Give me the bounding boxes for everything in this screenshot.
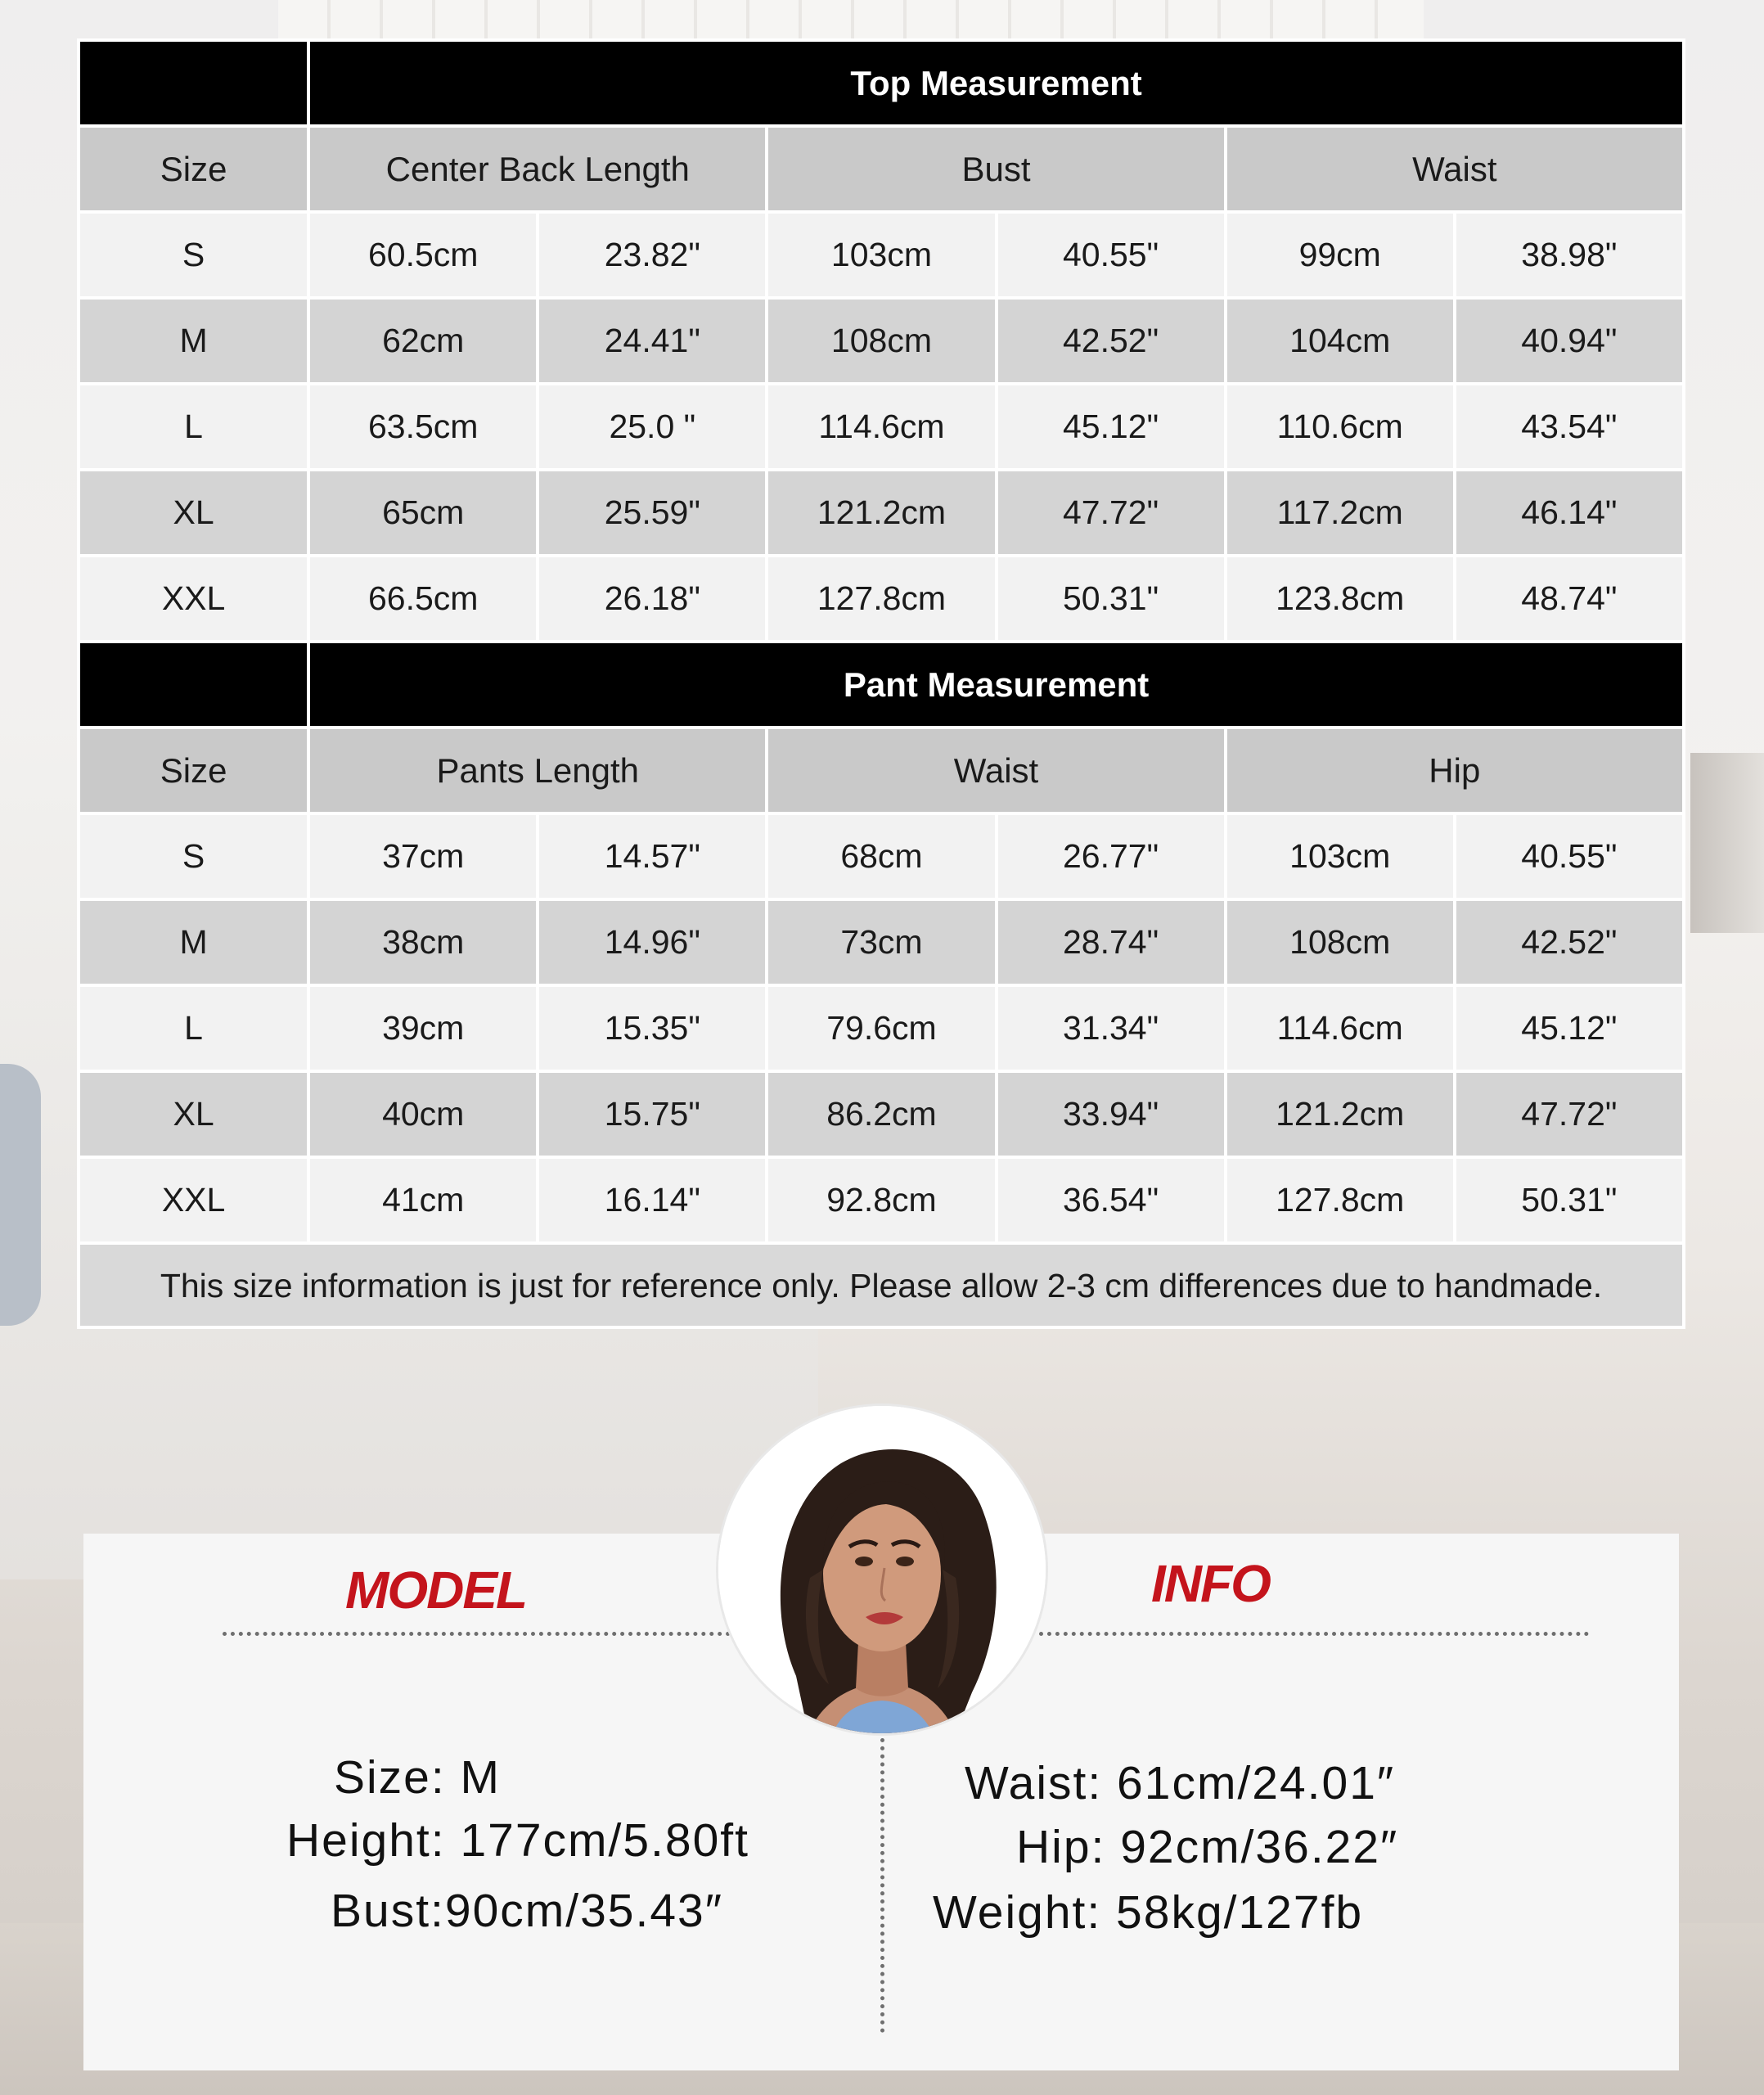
measurement-cell: 103cm [768,214,994,296]
top-size-row [80,471,1682,554]
measurement-cell: 40.94" [1456,300,1682,382]
size-label-cell: XL [80,471,307,554]
dotted-divider-left [223,1632,812,1636]
measurement-cell: 42.52" [998,300,1224,382]
pant-title-row [80,643,1682,726]
measurement-cell: 108cm [1227,901,1453,984]
measurement-cell: 66.5cm [310,557,536,640]
measurement-cell: 37cm [310,815,536,898]
measurement-cell: 127.8cm [768,557,994,640]
measurement-cell: 108cm [768,300,994,382]
header-size: Size [80,128,307,210]
size-label-cell: S [80,815,307,898]
measurement-cell: 50.31" [998,557,1224,640]
top-size-row [80,300,1682,382]
size-label-cell: L [80,385,307,468]
pant-size-row [80,1159,1682,1241]
size-label-cell: XL [80,1073,307,1156]
top-size-row [80,385,1682,468]
measurement-cell: 46.14" [1456,471,1682,554]
model-heading: MODEL [345,1561,527,1620]
model-hip: Hip: 92cm/36.22″ [1016,1821,1399,1873]
measurement-cell: 86.2cm [768,1073,994,1156]
measurement-cell: 40cm [310,1073,536,1156]
measurement-cell: 127.8cm [1227,1159,1453,1241]
pant-size-row [80,987,1682,1070]
size-label-cell: M [80,300,307,382]
model-height: Height: 177cm/5.80ft [286,1814,749,1867]
model-bust: Bust:90cm/35.43″ [331,1885,723,1937]
size-label-cell: S [80,214,307,296]
measurement-cell: 45.12" [1456,987,1682,1070]
top-header-row [80,128,1682,210]
measurement-cell: 41cm [310,1159,536,1241]
measurement-cell: 23.82" [539,214,765,296]
measurement-cell: 114.6cm [768,385,994,468]
measurement-cell: 26.77" [998,815,1224,898]
header-waist: Waist [768,729,1223,812]
title-blank-cell [80,643,307,726]
note-row [80,1245,1682,1326]
measurement-cell: 14.96" [539,901,765,984]
pant-measurement-section [80,643,1682,1241]
size-label-cell: L [80,987,307,1070]
header-waist: Waist [1227,128,1682,210]
model-weight: Weight: 58kg/127fb [933,1886,1364,1939]
measurement-cell: 104cm [1227,300,1453,382]
header-size: Size [80,729,307,812]
measurement-cell: 103cm [1227,815,1453,898]
measurement-cell: 43.54" [1456,385,1682,468]
measurement-cell: 47.72" [1456,1073,1682,1156]
header-hip: Hip [1227,729,1682,812]
measurement-cell: 40.55" [1456,815,1682,898]
title-blank-cell [80,42,307,124]
background-bookshelf [1690,753,1764,933]
measurement-cell: 99cm [1227,214,1453,296]
measurement-cell: 15.35" [539,987,765,1070]
measurement-cell: 36.54" [998,1159,1224,1241]
measurement-cell: 31.34" [998,987,1224,1070]
measurement-cell: 68cm [768,815,994,898]
top-title: Top Measurement [310,42,1682,124]
model-waist: Waist: 61cm/24.01″ [965,1757,1396,1809]
header-bust: Bust [768,128,1223,210]
measurement-cell: 26.18" [539,557,765,640]
measurement-cell: 65cm [310,471,536,554]
top-size-row [80,214,1682,296]
note-section [80,1245,1682,1326]
model-size: Size: M [334,1751,502,1804]
measurement-cell: 38.98" [1456,214,1682,296]
measurement-cell: 38cm [310,901,536,984]
model-portrait-illustration [718,1406,1046,1733]
pant-size-row [80,815,1682,898]
measurement-cell: 117.2cm [1227,471,1453,554]
measurement-cell: 16.14" [539,1159,765,1241]
measurement-cell: 121.2cm [1227,1073,1453,1156]
measurement-cell: 14.57" [539,815,765,898]
pant-size-row [80,901,1682,984]
measurement-cell: 60.5cm [310,214,536,296]
measurement-cell: 50.31" [1456,1159,1682,1241]
measurement-cell: 25.0 " [539,385,765,468]
measurement-cell: 62cm [310,300,536,382]
measurement-cell: 24.41" [539,300,765,382]
model-avatar [718,1406,1046,1733]
pant-size-row [80,1073,1682,1156]
measurement-cell: 92.8cm [768,1159,994,1241]
measurement-cell: 45.12" [998,385,1224,468]
measurement-cell: 121.2cm [768,471,994,554]
size-label-cell: M [80,901,307,984]
measurement-cell: 42.52" [1456,901,1682,984]
pant-header-row [80,729,1682,812]
size-chart-table [77,38,1685,1329]
measurement-cell: 15.75" [539,1073,765,1156]
measurement-cell: 79.6cm [768,987,994,1070]
measurement-cell: 110.6cm [1227,385,1453,468]
measurement-cell: 63.5cm [310,385,536,468]
info-heading: INFO [1151,1554,1270,1613]
measurement-cell: 39cm [310,987,536,1070]
measurement-cell: 73cm [768,901,994,984]
header-pants-length: Pants Length [310,729,765,812]
size-label-cell: XXL [80,1159,307,1241]
measurement-cell: 114.6cm [1227,987,1453,1070]
measurement-cell: 33.94" [998,1073,1224,1156]
disclaimer-note: This size information is just for reference only. Please allow 2-3 cm differences due to handmade. [80,1245,1682,1326]
top-size-row [80,557,1682,640]
top-measurement-section [80,42,1682,640]
measurement-cell: 47.72" [998,471,1224,554]
measurement-cell: 25.59" [539,471,765,554]
top-title-row [80,42,1682,124]
header-center-back-length: Center Back Length [310,128,765,210]
dotted-divider-vertical [880,1738,884,2033]
pant-title: Pant Measurement [310,643,1682,726]
measurement-cell: 48.74" [1456,557,1682,640]
dotted-divider-right [1039,1632,1589,1636]
background-cushion [0,1064,41,1326]
size-label-cell: XXL [80,557,307,640]
measurement-cell: 40.55" [998,214,1224,296]
measurement-cell: 28.74" [998,901,1224,984]
measurement-cell: 123.8cm [1227,557,1453,640]
